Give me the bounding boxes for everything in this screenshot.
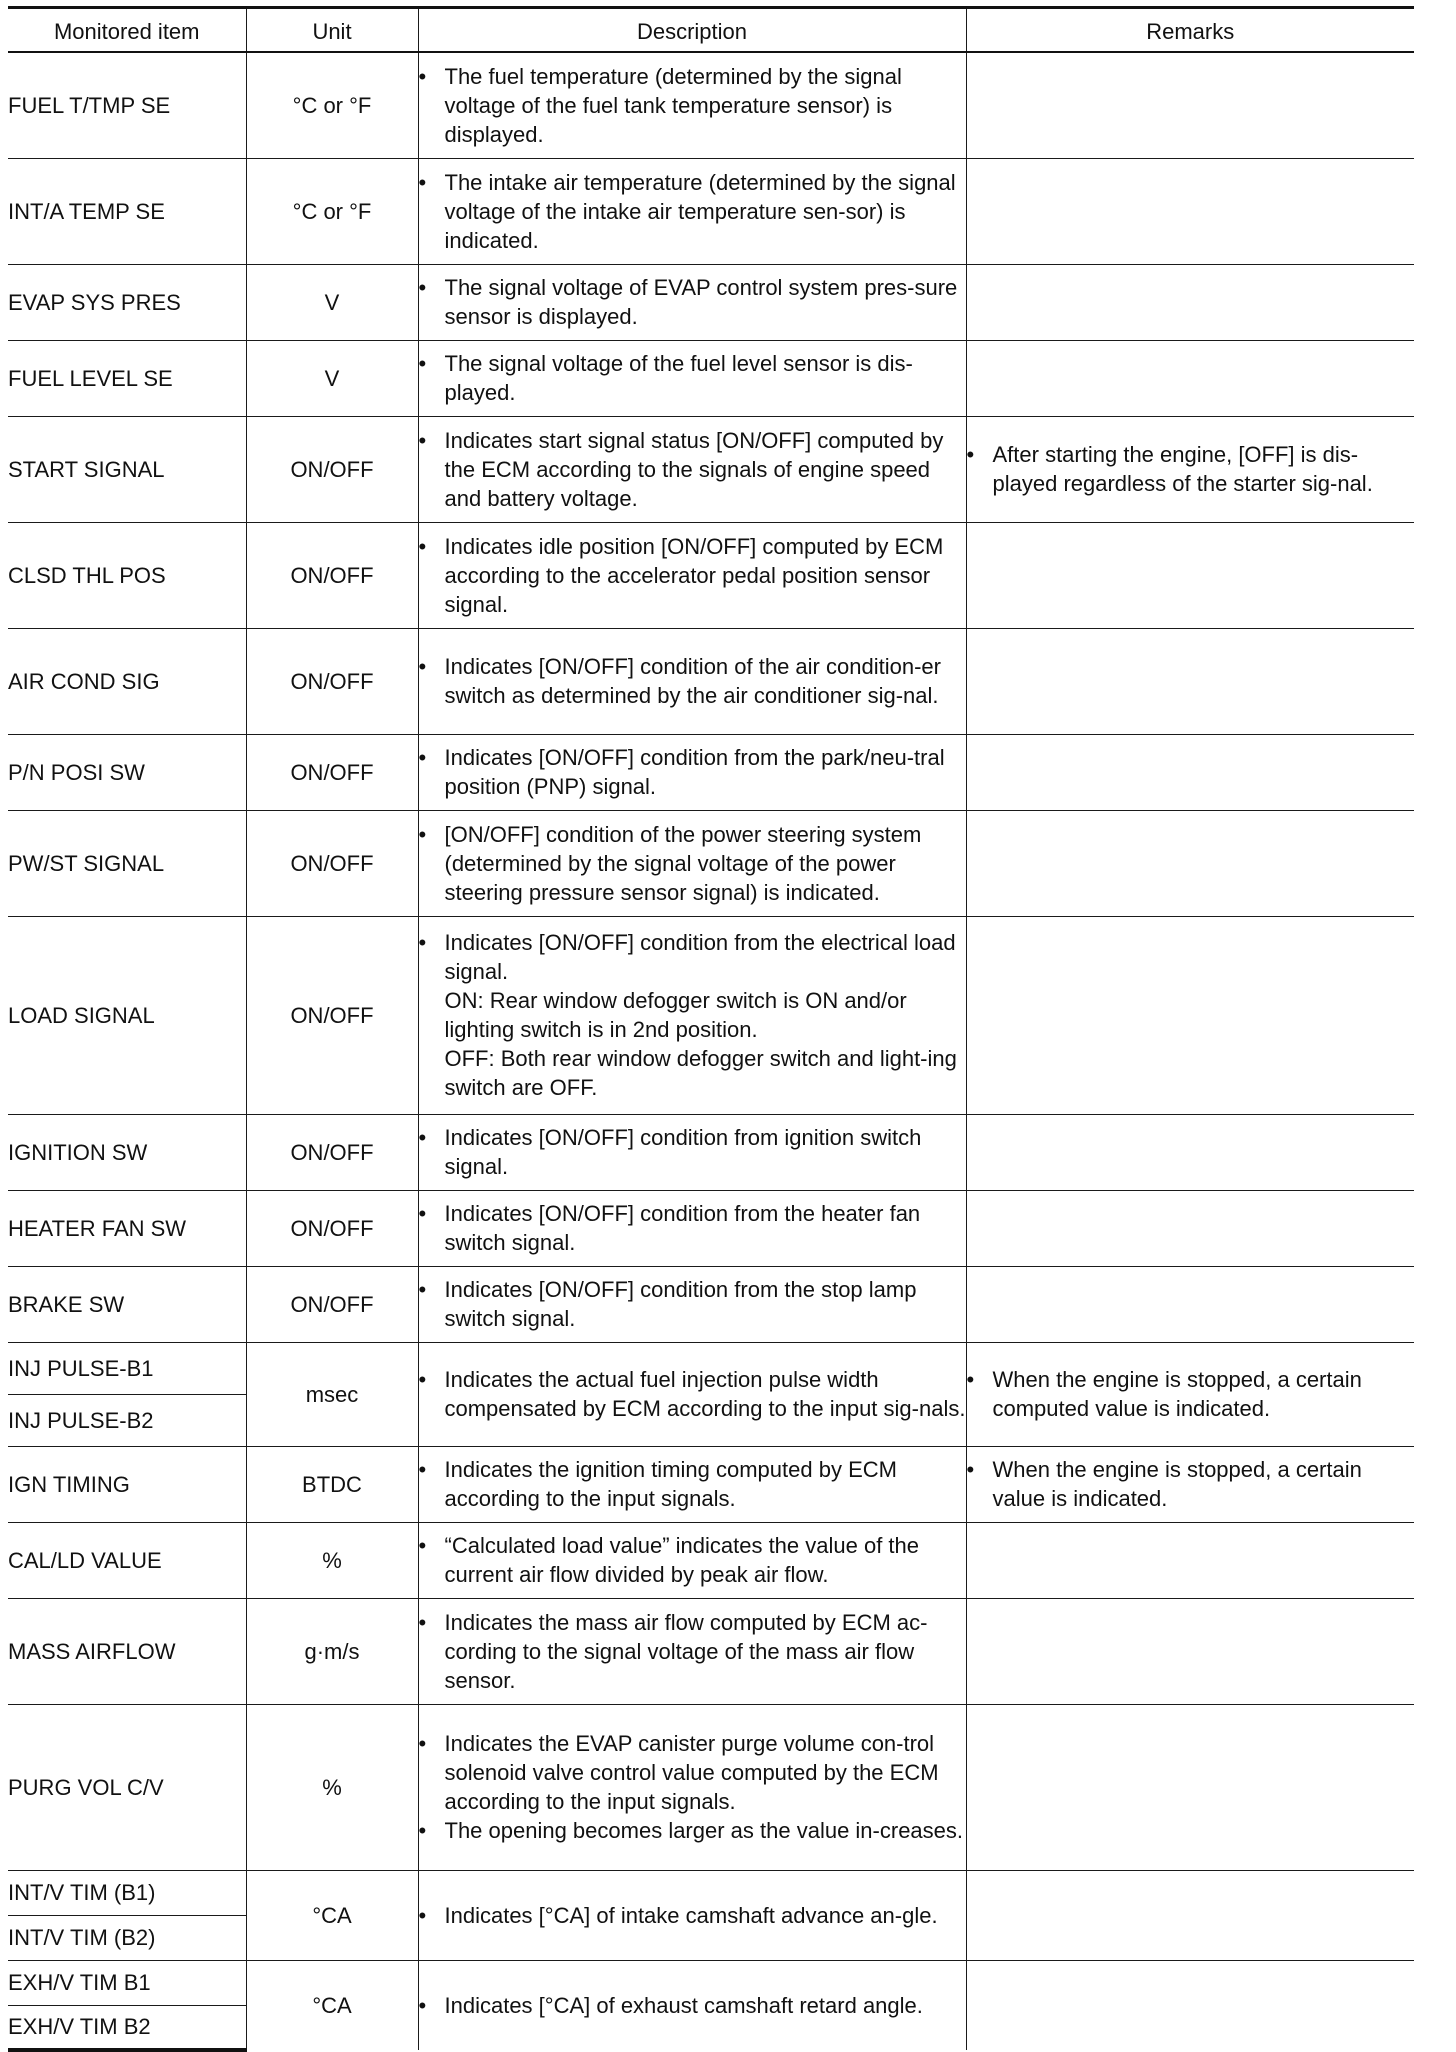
bullet-item <box>967 1365 1415 1423</box>
unit-cell: ON/OFF <box>246 1266 418 1342</box>
table-row <box>8 1704 1414 1870</box>
bullet-icon: • <box>418 654 427 679</box>
description-cell <box>418 264 966 340</box>
monitored-item: INJ PULSE-B1 <box>8 1342 246 1394</box>
monitored-item: EVAP SYS PRES <box>8 264 246 340</box>
bullet-text: Indicates [ON/OFF] condition from the stop lamp switch signal. <box>444 1277 917 1331</box>
bullet-text: Indicates the mass air flow computed by ECM ac-cording to the signal voltage of the mass air flow sensor. <box>444 1609 928 1693</box>
header-monitored-item: Monitored item <box>8 8 246 53</box>
description-cell <box>418 158 966 264</box>
table-row <box>8 1960 1414 2005</box>
bullet-item <box>419 1531 966 1589</box>
remarks-cell <box>966 1342 1414 1446</box>
bullet-text: Indicates start signal status [ON/OFF] computed by the ECM according to the signals of engine speed and battery voltage. <box>444 427 944 511</box>
description-cell <box>418 810 966 916</box>
monitored-item: IGN TIMING <box>8 1446 246 1522</box>
remarks-cell <box>966 1114 1414 1190</box>
monitored-item: EXH/V TIM B1 <box>8 1960 246 2005</box>
bullet-item <box>419 426 966 513</box>
bullet-item <box>419 928 966 1102</box>
monitored-item: PW/ST SIGNAL <box>8 810 246 916</box>
bullet-icon: • <box>418 169 427 195</box>
unit-cell: V <box>246 340 418 416</box>
bullet-text: Indicates [°CA] of exhaust camshaft retard angle. <box>444 1992 923 2018</box>
bullet-icon: • <box>418 1277 427 1302</box>
monitored-item: INT/V TIM (B1) <box>8 1870 246 1915</box>
remarks-cell <box>966 1960 1414 2050</box>
bullet-text: The signal voltage of the fuel level sensor is dis-played. <box>444 351 913 405</box>
bullet-icon: • <box>418 1902 427 1928</box>
bullet-item <box>967 440 1415 498</box>
table-row <box>8 1190 1414 1266</box>
table-body <box>8 52 1414 2050</box>
bullet-text: Indicates [°CA] of intake camshaft advance an-gle. <box>444 1902 938 1928</box>
unit-cell: °C or °F <box>246 158 418 264</box>
bullet-icon: • <box>966 1367 975 1392</box>
monitored-item: LOAD SIGNAL <box>8 916 246 1114</box>
unit-cell: g·m/s <box>246 1598 418 1704</box>
bullet-text: The intake air temperature (determined by the signal voltage of the intake air temperature sen-sor) is indicated. <box>444 169 956 253</box>
bullet-item <box>419 349 966 407</box>
bullet-item <box>419 1455 966 1513</box>
remarks-cell <box>966 52 1414 158</box>
bullet-text: Indicates [ON/OFF] condition of the air condition-er switch as determined by the air conditioner sig-nal. <box>444 654 941 708</box>
bullet-item <box>419 168 966 255</box>
monitored-item: EXH/V TIM B2 <box>8 2005 246 2050</box>
bullet-icon: • <box>966 442 975 467</box>
monitor-table-sheet <box>8 6 1414 2052</box>
bullet-text: Indicates idle position [ON/OFF] computed by ECM according to the accelerator pedal position sensor signal. <box>444 533 944 617</box>
bullet-icon: • <box>418 275 427 300</box>
description-cell <box>418 1960 966 2050</box>
bullet-text: Indicates the ignition timing computed by ECM according to the input signals. <box>444 1457 897 1511</box>
monitored-item: PURG VOL C/V <box>8 1704 246 1870</box>
description-cell <box>418 1342 966 1446</box>
unit-cell: ON/OFF <box>246 522 418 628</box>
table-row <box>8 916 1414 1114</box>
remarks-cell <box>966 628 1414 734</box>
bullet-item <box>419 1991 966 2020</box>
bullet-item <box>419 820 966 907</box>
bullet-icon: • <box>418 63 427 89</box>
bullet-icon: • <box>966 1457 975 1482</box>
monitored-item: CAL/LD VALUE <box>8 1522 246 1598</box>
bullet-text: Indicates [ON/OFF] condition from ignition switch signal. <box>444 1125 922 1179</box>
remarks-cell <box>966 734 1414 810</box>
monitored-item: FUEL LEVEL SE <box>8 340 246 416</box>
bullet-item <box>419 1729 966 1816</box>
bullet-icon: • <box>418 821 427 847</box>
bullet-icon: • <box>418 745 427 770</box>
remarks-cell <box>966 1870 1414 1960</box>
remarks-cell <box>966 1704 1414 1870</box>
bullet-item <box>419 273 966 331</box>
monitored-item: CLSD THL POS <box>8 522 246 628</box>
bullet-item <box>419 1123 966 1181</box>
bullet-item <box>967 1455 1415 1513</box>
monitored-item: BRAKE SW <box>8 1266 246 1342</box>
description-cell <box>418 1704 966 1870</box>
remarks-cell <box>966 522 1414 628</box>
remarks-cell <box>966 810 1414 916</box>
monitored-item: INJ PULSE-B2 <box>8 1394 246 1446</box>
description-cell <box>418 340 966 416</box>
bullet-icon: • <box>418 427 427 453</box>
bullet-icon: • <box>418 1609 427 1635</box>
monitored-item: INT/V TIM (B2) <box>8 1915 246 1960</box>
table-row <box>8 158 1414 264</box>
bullet-text: Indicates the actual fuel injection pulse width compensated by ECM according to the input sig-nals. <box>444 1367 966 1421</box>
bullet-text: The opening becomes larger as the value in-creases. <box>444 1818 964 1843</box>
table-row <box>8 416 1414 522</box>
monitored-item: FUEL T/TMP SE <box>8 52 246 158</box>
description-cell <box>418 416 966 522</box>
monitor-item-table <box>8 6 1414 2052</box>
table-row <box>8 1266 1414 1342</box>
unit-cell: ON/OFF <box>246 810 418 916</box>
bullet-text: [ON/OFF] condition of the power steering system (determined by the signal voltage of the power steering pressure sensor signal) is indicated. <box>444 821 922 905</box>
description-cell <box>418 1266 966 1342</box>
bullet-icon: • <box>418 1125 427 1150</box>
bullet-item <box>419 1816 966 1845</box>
monitored-item: START SIGNAL <box>8 416 246 522</box>
remarks-cell <box>966 1598 1414 1704</box>
bullet-text: Indicates [ON/OFF] condition from the electrical load signal. ON: Rear window defogger switch is ON and/or lighting switch is in 2nd position. OFF: Both rear window defogger switch and light-ing switch are OFF. <box>444 930 957 1100</box>
unit-cell: ON/OFF <box>246 416 418 522</box>
bullet-icon: • <box>418 1457 427 1482</box>
remarks-cell <box>966 1446 1414 1522</box>
bullet-text: Indicates [ON/OFF] condition from the park/neu-tral position (PNP) signal. <box>444 745 945 799</box>
table-row <box>8 1522 1414 1598</box>
bullet-item <box>419 1365 966 1423</box>
table-row <box>8 1114 1414 1190</box>
remarks-cell <box>966 264 1414 340</box>
bullet-text: The fuel temperature (determined by the signal voltage of the fuel tank temperature sensor) is displayed. <box>444 63 902 147</box>
description-cell <box>418 1870 966 1960</box>
monitored-item: P/N POSI SW <box>8 734 246 810</box>
unit-cell: % <box>246 1704 418 1870</box>
remarks-cell <box>966 1266 1414 1342</box>
description-cell <box>418 522 966 628</box>
table-row <box>8 522 1414 628</box>
table-row <box>8 1598 1414 1704</box>
table-row <box>8 810 1414 916</box>
bullet-item <box>419 1275 966 1333</box>
description-cell <box>418 1598 966 1704</box>
bullet-text: “Calculated load value” indicates the value of the current air flow divided by peak air flow. <box>444 1533 920 1587</box>
bullet-item <box>419 743 966 801</box>
monitored-item: AIR COND SIG <box>8 628 246 734</box>
bullet-icon: • <box>418 1367 427 1392</box>
bullet-icon: • <box>418 1731 427 1756</box>
unit-cell: BTDC <box>246 1446 418 1522</box>
description-cell <box>418 1114 966 1190</box>
header-row <box>8 8 1414 53</box>
monitored-item: IGNITION SW <box>8 1114 246 1190</box>
description-cell <box>418 52 966 158</box>
monitored-item: MASS AIRFLOW <box>8 1598 246 1704</box>
table-row <box>8 628 1414 734</box>
unit-cell: V <box>246 264 418 340</box>
unit-cell: % <box>246 1522 418 1598</box>
bullet-item <box>419 62 966 149</box>
description-cell <box>418 628 966 734</box>
bullet-icon: • <box>418 1201 427 1226</box>
bullet-icon: • <box>418 351 427 376</box>
bullet-text: When the engine is stopped, a certain computed value is indicated. <box>992 1367 1362 1421</box>
bullet-item <box>419 1199 966 1257</box>
unit-cell: °CA <box>246 1960 418 2050</box>
bullet-icon: • <box>418 1533 427 1558</box>
description-cell <box>418 916 966 1114</box>
table-row <box>8 52 1414 158</box>
table-row <box>8 340 1414 416</box>
bullet-item <box>419 1608 966 1695</box>
description-cell <box>418 1446 966 1522</box>
unit-cell: msec <box>246 1342 418 1446</box>
unit-cell: °CA <box>246 1870 418 1960</box>
remarks-cell <box>966 416 1414 522</box>
remarks-cell <box>966 158 1414 264</box>
table-row <box>8 734 1414 810</box>
unit-cell: ON/OFF <box>246 628 418 734</box>
bullet-icon: • <box>418 1818 427 1843</box>
table-row <box>8 1342 1414 1394</box>
monitored-item: INT/A TEMP SE <box>8 158 246 264</box>
description-cell <box>418 734 966 810</box>
unit-cell: ON/OFF <box>246 734 418 810</box>
bullet-item <box>419 1901 966 1930</box>
header-remarks: Remarks <box>966 8 1414 53</box>
header-description: Description <box>418 8 966 53</box>
unit-cell: ON/OFF <box>246 916 418 1114</box>
bullet-icon: • <box>418 1992 427 2018</box>
bullet-text: When the engine is stopped, a certain value is indicated. <box>992 1457 1362 1511</box>
description-cell <box>418 1190 966 1266</box>
remarks-cell <box>966 916 1414 1114</box>
bullet-text: The signal voltage of EVAP control system pres-sure sensor is displayed. <box>444 275 958 329</box>
bullet-text: Indicates [ON/OFF] condition from the heater fan switch signal. <box>444 1201 921 1255</box>
bullet-icon: • <box>418 930 427 955</box>
bullet-item <box>419 652 966 710</box>
table-row <box>8 1870 1414 1915</box>
bullet-text: Indicates the EVAP canister purge volume con-trol solenoid valve control value computed by the ECM according to the input signals. <box>444 1731 939 1814</box>
remarks-cell <box>966 1522 1414 1598</box>
unit-cell: °C or °F <box>246 52 418 158</box>
remarks-cell <box>966 340 1414 416</box>
monitored-item: HEATER FAN SW <box>8 1190 246 1266</box>
unit-cell: ON/OFF <box>246 1190 418 1266</box>
header-unit: Unit <box>246 8 418 53</box>
unit-cell: ON/OFF <box>246 1114 418 1190</box>
description-cell <box>418 1522 966 1598</box>
bullet-text: After starting the engine, [OFF] is dis-played regardless of the starter sig-nal. <box>992 442 1373 496</box>
bullet-item <box>419 532 966 619</box>
remarks-cell <box>966 1190 1414 1266</box>
bullet-icon: • <box>418 533 427 559</box>
table-row <box>8 1446 1414 1522</box>
table-row <box>8 264 1414 340</box>
